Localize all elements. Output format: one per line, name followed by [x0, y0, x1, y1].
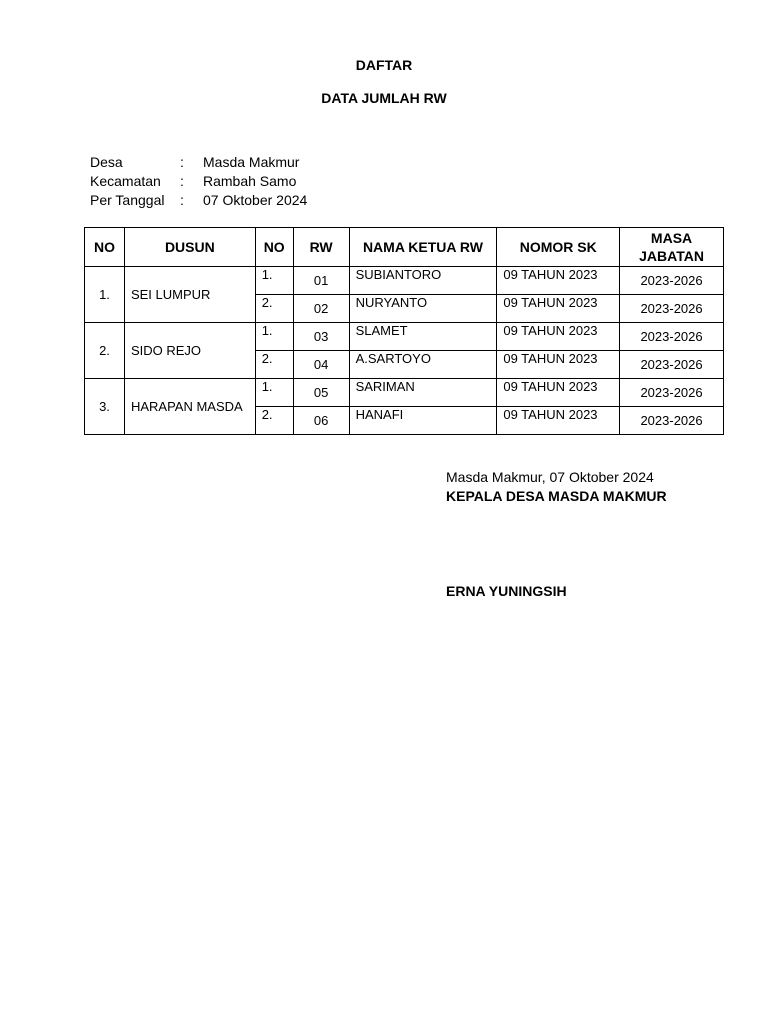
- header-nomor-sk: NOMOR SK: [497, 228, 620, 267]
- dusun-number: 3.: [85, 379, 125, 435]
- dusun-number: 2.: [85, 323, 125, 379]
- rw-code: 05: [293, 379, 349, 407]
- header-dusun: DUSUN: [124, 228, 255, 267]
- table-header-row: [85, 228, 724, 267]
- ketua-name: NURYANTO: [349, 295, 497, 323]
- signature-place-date: Masda Makmur, 07 Oktober 2024: [446, 469, 654, 485]
- ketua-name: SUBIANTORO: [349, 267, 497, 295]
- header-rw: RW: [293, 228, 349, 267]
- ketua-name: SARIMAN: [349, 379, 497, 407]
- rw-number: 1.: [255, 323, 293, 351]
- signature-position: KEPALA DESA MASDA MAKMUR: [446, 488, 667, 504]
- table-row: [85, 323, 724, 351]
- info-label: Desa: [90, 154, 123, 170]
- dusun-name: HARAPAN MASDA: [124, 379, 255, 435]
- rw-number: 2.: [255, 351, 293, 379]
- dusun-name: SIDO REJO: [124, 323, 255, 379]
- nomor-sk: 09 TAHUN 2023: [497, 267, 620, 295]
- info-row-tanggal: [90, 191, 307, 210]
- rw-table: [84, 227, 724, 435]
- rw-code: 01: [293, 267, 349, 295]
- info-value: Masda Makmur: [203, 154, 300, 170]
- masa-jabatan: 2023-2026: [620, 351, 724, 379]
- header-masa-line2: JABATAN: [639, 248, 704, 264]
- header-no: NO: [85, 228, 125, 267]
- header-nama-ketua: NAMA KETUA RW: [349, 228, 497, 267]
- dusun-name: SEI LUMPUR: [124, 267, 255, 323]
- info-colon: :: [180, 154, 184, 170]
- rw-code: 04: [293, 351, 349, 379]
- info-row-desa: [90, 153, 307, 172]
- table-row: [85, 379, 724, 407]
- document-title: DAFTAR: [355, 57, 413, 73]
- rw-number: 2.: [255, 407, 293, 435]
- rw-code: 03: [293, 323, 349, 351]
- info-value: 07 Oktober 2024: [203, 192, 308, 208]
- rw-number: 1.: [255, 267, 293, 295]
- header-no-rw: NO: [255, 228, 293, 267]
- info-colon: :: [180, 192, 184, 208]
- dusun-number: 1.: [85, 267, 125, 323]
- info-value: Rambah Samo: [203, 173, 297, 189]
- nomor-sk: 09 TAHUN 2023: [497, 379, 620, 407]
- ketua-name: SLAMET: [349, 323, 497, 351]
- info-label: Per Tanggal: [90, 192, 165, 208]
- rw-number: 1.: [255, 379, 293, 407]
- nomor-sk: 09 TAHUN 2023: [497, 295, 620, 323]
- document-subtitle: DATA JUMLAH RW: [321, 90, 447, 106]
- rw-code: 02: [293, 295, 349, 323]
- info-row-kecamatan: [90, 172, 307, 191]
- info-colon: :: [180, 173, 184, 189]
- header-masa-line1: MASA: [650, 230, 693, 246]
- ketua-name: A.SARTOYO: [349, 351, 497, 379]
- masa-jabatan: 2023-2026: [620, 407, 724, 435]
- header-masa-jabatan: [620, 228, 724, 267]
- signature-name: ERNA YUNINGSIH: [446, 583, 567, 599]
- nomor-sk: 09 TAHUN 2023: [497, 351, 620, 379]
- info-block: [90, 153, 307, 210]
- rw-code: 06: [293, 407, 349, 435]
- info-label: Kecamatan: [90, 173, 161, 189]
- rw-number: 2.: [255, 295, 293, 323]
- nomor-sk: 09 TAHUN 2023: [497, 407, 620, 435]
- nomor-sk: 09 TAHUN 2023: [497, 323, 620, 351]
- masa-jabatan: 2023-2026: [620, 295, 724, 323]
- ketua-name: HANAFI: [349, 407, 497, 435]
- masa-jabatan: 2023-2026: [620, 323, 724, 351]
- masa-jabatan: 2023-2026: [620, 379, 724, 407]
- masa-jabatan: 2023-2026: [620, 267, 724, 295]
- table-row: [85, 267, 724, 295]
